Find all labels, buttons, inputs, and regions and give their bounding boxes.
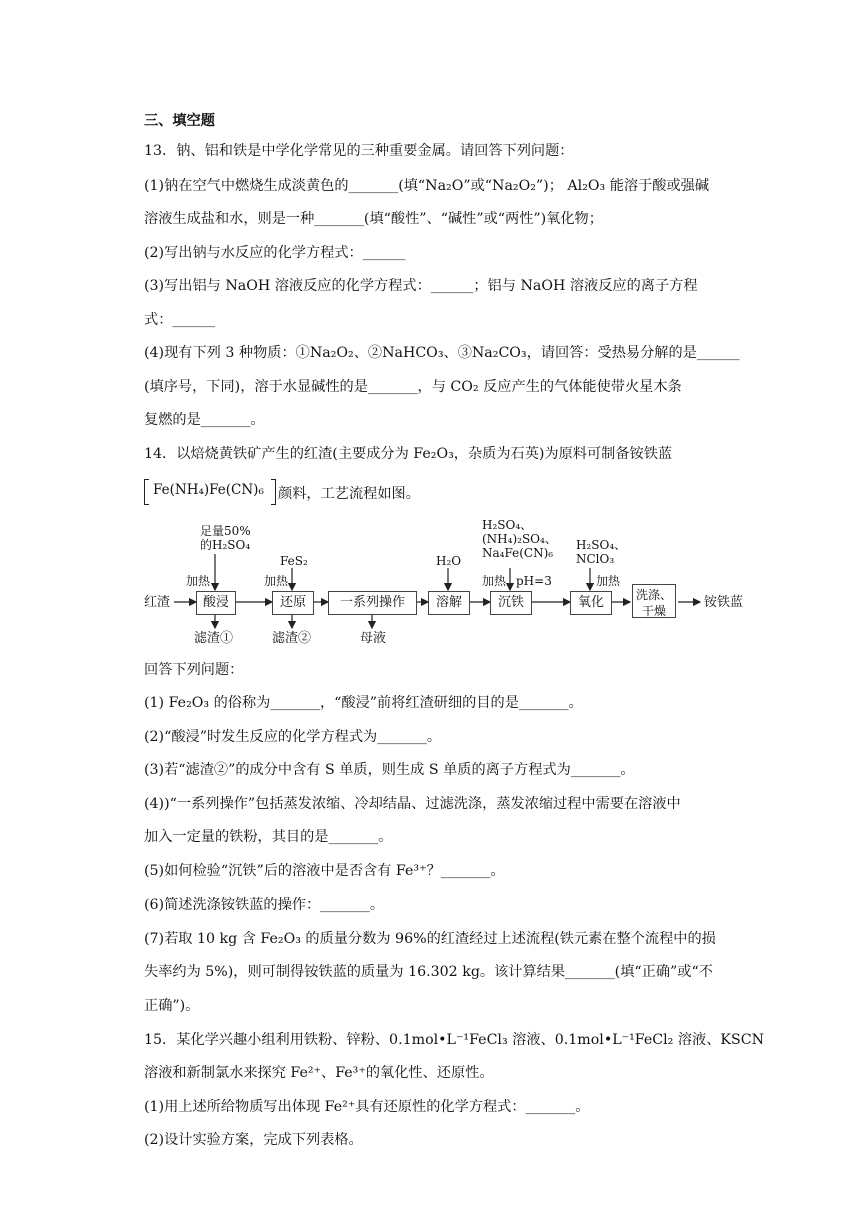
ph-label: pH=3: [516, 574, 552, 588]
flow-box-dissolve: 溶解: [428, 591, 470, 615]
q15-part2: (2)设计实验方案，完成下列表格。: [144, 1132, 363, 1148]
q14-part4-line1: (4))“一系列操作”包括蒸发浓缩、冷却结晶、过滤洗涤，蒸发浓缩过程中需要在溶液中: [144, 796, 681, 812]
q13-part2: (2)写出钠与水反应的化学方程式：______: [144, 245, 406, 261]
flow-box-operations: 一系列操作: [328, 591, 417, 615]
q13-stem: 13．钠、铝和铁是中学化学常见的三种重要金属。请回答下列问题：: [144, 143, 574, 159]
q15-stem-line1: 15．某化学兴趣小组利用铁粉、锌粉、0.1mol•L⁻¹FeCl₃ 溶液、0.1mol•L⁻¹FeCl₂ 溶液、KSCN: [144, 1032, 764, 1048]
q14-part7-line1: (7)若取 10 kg 含 Fe₂O₃ 的质量分数为 96%的红渣经过上述流程(铁元素在整个流程中的损: [144, 931, 716, 947]
flow-box-wash-dry: 洗涤、干燥: [632, 584, 676, 618]
heat-label-6: 加热: [596, 574, 621, 588]
q14-part5: (5)如何检验“沉铁”后的溶液中是否含有 Fe³⁺？_______。: [144, 863, 505, 879]
q15-stem-line2: 溶液和新制氯水来探究 Fe²⁺、Fe³⁺的氧化性、还原性。: [144, 1065, 494, 1081]
q14-part6: (6)简述洗涤铵铁蓝的操作：_______。: [144, 897, 385, 913]
flow-box-acid-leach: 酸浸: [196, 591, 236, 615]
reagent-fes2: FeS₂: [280, 554, 308, 568]
q13-part3-line1: (3)写出铝与 NaOH 溶液反应的化学方程式：______；铝与 NaOH 溶液反应的离子方程: [144, 278, 698, 294]
reagent-oxid-line1: H₂SO₄、: [576, 538, 627, 552]
flow-start-label: 红渣: [144, 595, 171, 610]
q13-part1-line2: 溶液生成盐和水，则是一种_______(填“酸性”、“碱性”或“两性”)氧化物；: [144, 211, 603, 227]
reagent-precip-line1: H₂SO₄、: [482, 518, 533, 532]
q14-part2: (2)“酸浸”时发生反应的化学方程式为_______。: [144, 729, 442, 745]
formula-text: Fe(NH₄)Fe(CN)₆: [153, 482, 264, 498]
formula-tail: 颜料，工艺流程如图。: [278, 486, 420, 502]
reagent-oxid-line2: NClO₃: [576, 552, 615, 566]
flow-box-reduce: 还原: [272, 591, 314, 615]
q14-part3: (3)若“滤渣②”的成分中含有 S 单质，则生成 S 单质的离子方程式为_______。: [144, 762, 635, 778]
reagent-precip-line2: (NH₄)₂SO₄、: [482, 532, 557, 546]
q14-part1: (1) Fe₂O₃ 的俗称为_______，“酸浸”前将红渣研细的目的是_______。: [144, 695, 583, 711]
q13-part4-line1: (4)现有下列 3 种物质：①Na₂O₂、②NaHCO₃、③Na₂CO₃，请回答：受热易分解的是______: [144, 345, 740, 361]
q14-part7-line2: 失率约为 5%)，则可制得铵铁蓝的质量为 16.302 kg。该计算结果_______(填“正确”或“不: [144, 964, 713, 980]
flow-box-oxidize: 氧化: [570, 591, 612, 615]
q14-part7-line3: 正确”)。: [144, 998, 200, 1014]
mother-liquor: 母液: [360, 631, 387, 646]
reagent-acid-line2: 的H₂SO₄: [200, 538, 251, 552]
residue-1: 滤渣①: [194, 631, 234, 646]
q14-part4-line2: 加入一定量的铁粉，其目的是_______。: [144, 829, 393, 845]
process-flowchart: [138, 516, 748, 646]
reagent-precip-line3: Na₄Fe(CN)₆: [482, 546, 554, 560]
q13-part1-line1: (1)钠在空气中燃烧生成淡黄色的_______(填“Na₂O”或“Na₂O₂”)； Al₂O₃ 能溶于酸或强碱: [144, 178, 710, 194]
q15-part1: (1)用上述所给物质写出体现 Fe²⁺具有还原性的化学方程式：_______。: [144, 1099, 590, 1115]
q13-part4-line2: (填序号，下同)，溶于水显碱性的是_______，与 CO₂ 反应产生的气体能使带火星木条: [144, 379, 682, 395]
q14-stem: 14．以焙烧黄铁矿产生的红渣(主要成分为 Fe₂O₃，杂质为石英)为原料可制备铵铁蓝: [144, 446, 673, 462]
heat-label-1: 加热: [186, 574, 211, 588]
reagent-acid-line1: 足量50%: [200, 524, 251, 538]
q14-formula: [144, 479, 420, 507]
q13-part4-line3: 复燃的是_______。: [144, 412, 265, 428]
section-heading: 三、填空题: [144, 113, 215, 129]
reagent-water: H₂O: [436, 554, 462, 568]
heat-label-2: 加热: [264, 574, 289, 588]
flow-end-label: 铵铁蓝: [704, 595, 744, 610]
q14-intro: 回答下列问题：: [144, 662, 244, 678]
residue-2: 滤渣②: [272, 631, 312, 646]
q13-part3-line2: 式：______: [144, 312, 215, 328]
flow-box-precipitate: 沉铁: [490, 591, 532, 615]
heat-label-5: 加热: [482, 574, 507, 588]
formula-bracket-box: [144, 479, 276, 505]
